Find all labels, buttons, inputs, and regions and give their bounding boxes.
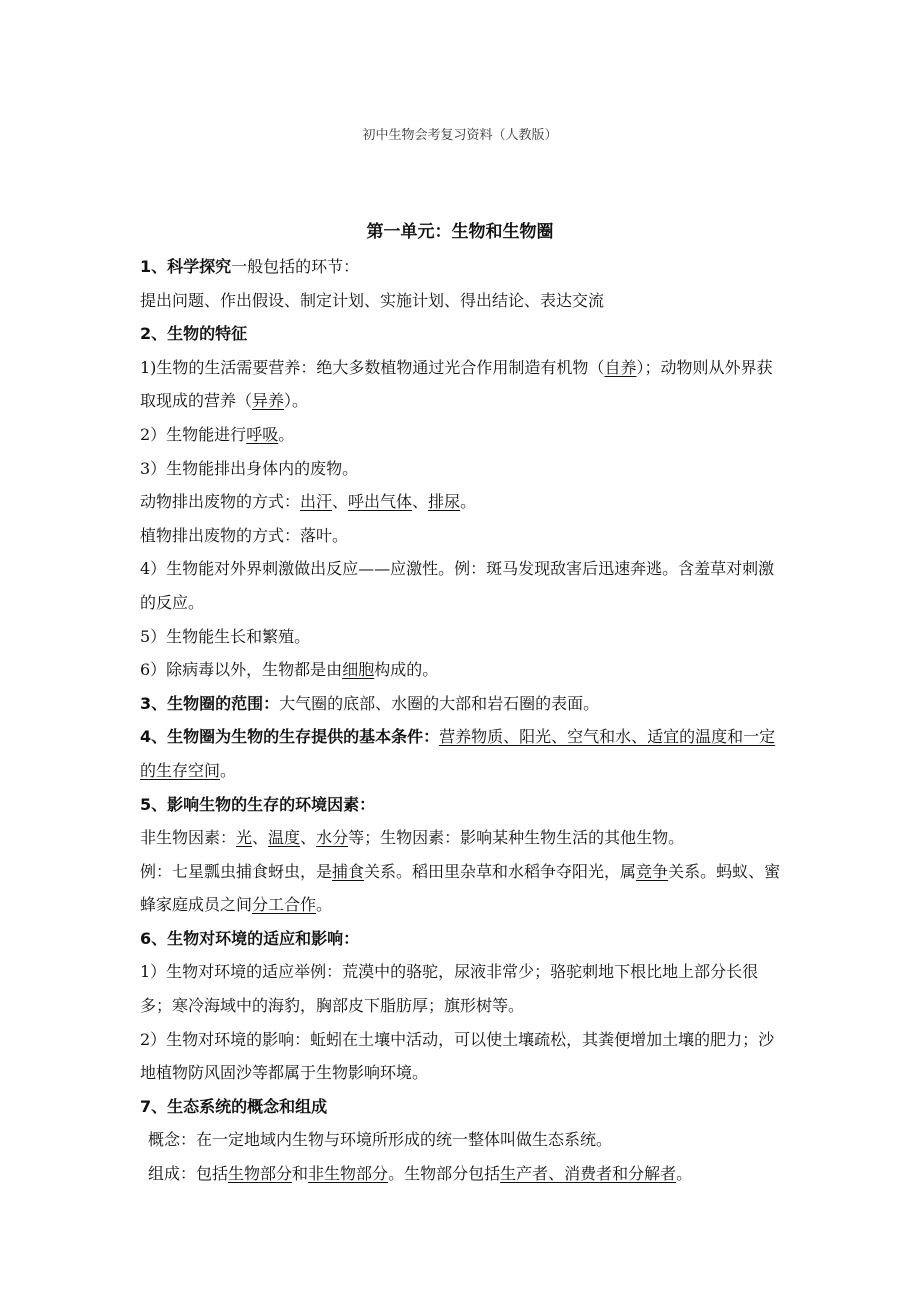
document-body — [140, 250, 785, 1191]
section-4-heading: 4、生物圈为生物的生存提供的基本条件： — [140, 727, 440, 747]
section-2-item-2: 2）生物能进行呼吸。 — [140, 424, 295, 444]
term-autotrophy: 自养 — [604, 357, 637, 377]
section-6-item-2: 2）生物对环境的影响：蚯蚓在土壤中活动，可以使土壤疏松，其粪便增加土壤的肥力；沙地植物防风固沙等都属于生物影响环境。 — [140, 1029, 775, 1083]
term-sweating: 出汗 — [300, 492, 333, 512]
section-3-heading: 3、生物圈的范围： — [140, 693, 280, 713]
term-cooperation: 分工合作 — [252, 895, 317, 915]
plant-excretion-line: 植物排出废物的方式：落叶。 — [140, 525, 349, 545]
ecosystem-composition: 组成：包括生物部分和非生物部分。生物部分包括生产者、消费者和分解者。 — [148, 1164, 693, 1184]
animal-excretion-line: 动物排出废物的方式：出汗、呼出气体、排尿。 — [140, 492, 477, 512]
section-6-heading: 6、生物对环境的适应和影响： — [140, 928, 360, 948]
section-1-heading: 1、科学探究一般包括的环节： — [140, 257, 360, 276]
term-cell: 细胞 — [342, 660, 375, 680]
term-temperature: 温度 — [268, 828, 301, 848]
term-roles: 生产者、消费者和分解者 — [500, 1164, 677, 1184]
term-exhale: 呼出气体 — [348, 492, 413, 512]
section-2-heading: 2、生物的特征 — [140, 324, 248, 344]
term-competition: 竞争 — [636, 861, 669, 881]
section-5-examples: 例：七星瓢虫捕食蚜虫，是捕食关系。稻田里杂草和水稻争夺阳光，属竞争关系。蚂蚁、蜜蜂家庭成员之间分工合作。 — [140, 861, 781, 915]
section-2-item-4: 4）生物能对外界刺激做出反应——应激性。例：斑马发现敌害后迅速奔逃。含羞草对刺激的反应。 — [140, 559, 775, 612]
term-biotic: 生物部分 — [228, 1164, 293, 1184]
section-7-heading: 7、生态系统的概念和组成 — [140, 1096, 328, 1116]
term-water: 水分 — [316, 828, 349, 848]
ecosystem-definition: 概念：在一定地域内生物与环境所形成的统一整体叫做生态系统。 — [148, 1130, 613, 1150]
section-4: 4、生物圈为生物的生存提供的基本条件：营养物质、阳光、空气和水、适宜的温度和一定的生存空间。 — [140, 727, 776, 780]
section-5-heading: 5、影响生物的生存的环境因素： — [140, 794, 376, 814]
section-2-item-1: 1)生物的生活需要营养：绝大多数植物通过光合作用制造有机物（自养）；动物则从外界获取现成的营养（异养）。 — [140, 357, 773, 411]
section-2-item-6: 6）除病毒以外，生物都是由细胞构成的。 — [140, 660, 439, 680]
basic-conditions: 营养物质、阳光、空气和水、适宜的温度和一定的生存空间 — [140, 727, 776, 780]
section-3: 3、生物圈的范围：大气圈的底部、水圈的大部和岩石圈的表面。 — [140, 693, 600, 713]
term-respiration: 呼吸 — [246, 424, 279, 444]
section-2-item-3: 3）生物能排出身体内的废物。 — [140, 458, 359, 478]
term-predation: 捕食 — [332, 861, 365, 881]
section-1-keyword: 科学探究 — [167, 257, 232, 276]
section-5-factors: 非生物因素：光、温度、水分等；生物因素：影响某种生物生活的其他生物。 — [140, 828, 685, 848]
section-2-item-5: 5）生物能生长和繁殖。 — [140, 626, 311, 646]
section-1-steps: 提出问题、作出假设、制定计划、实施计划、得出结论、表达交流 — [140, 290, 605, 310]
term-urination: 排尿 — [428, 492, 461, 512]
page-header: 初中生物会考复习资料（人教版） — [362, 128, 558, 143]
unit-title: 第一单元：生物和生物圈 — [366, 222, 554, 242]
term-abiotic: 非生物部分 — [308, 1164, 389, 1184]
term-heterotrophy: 异养 — [252, 391, 285, 411]
term-light: 光 — [236, 828, 253, 848]
section-6-item-1: 1）生物对环境的适应举例：荒漠中的骆驼，尿液非常少；骆驼刺地下根比地上部分长很多；寒冷海域中的海豹，胸部皮下脂肪厚；旗形树等。 — [140, 962, 759, 1016]
